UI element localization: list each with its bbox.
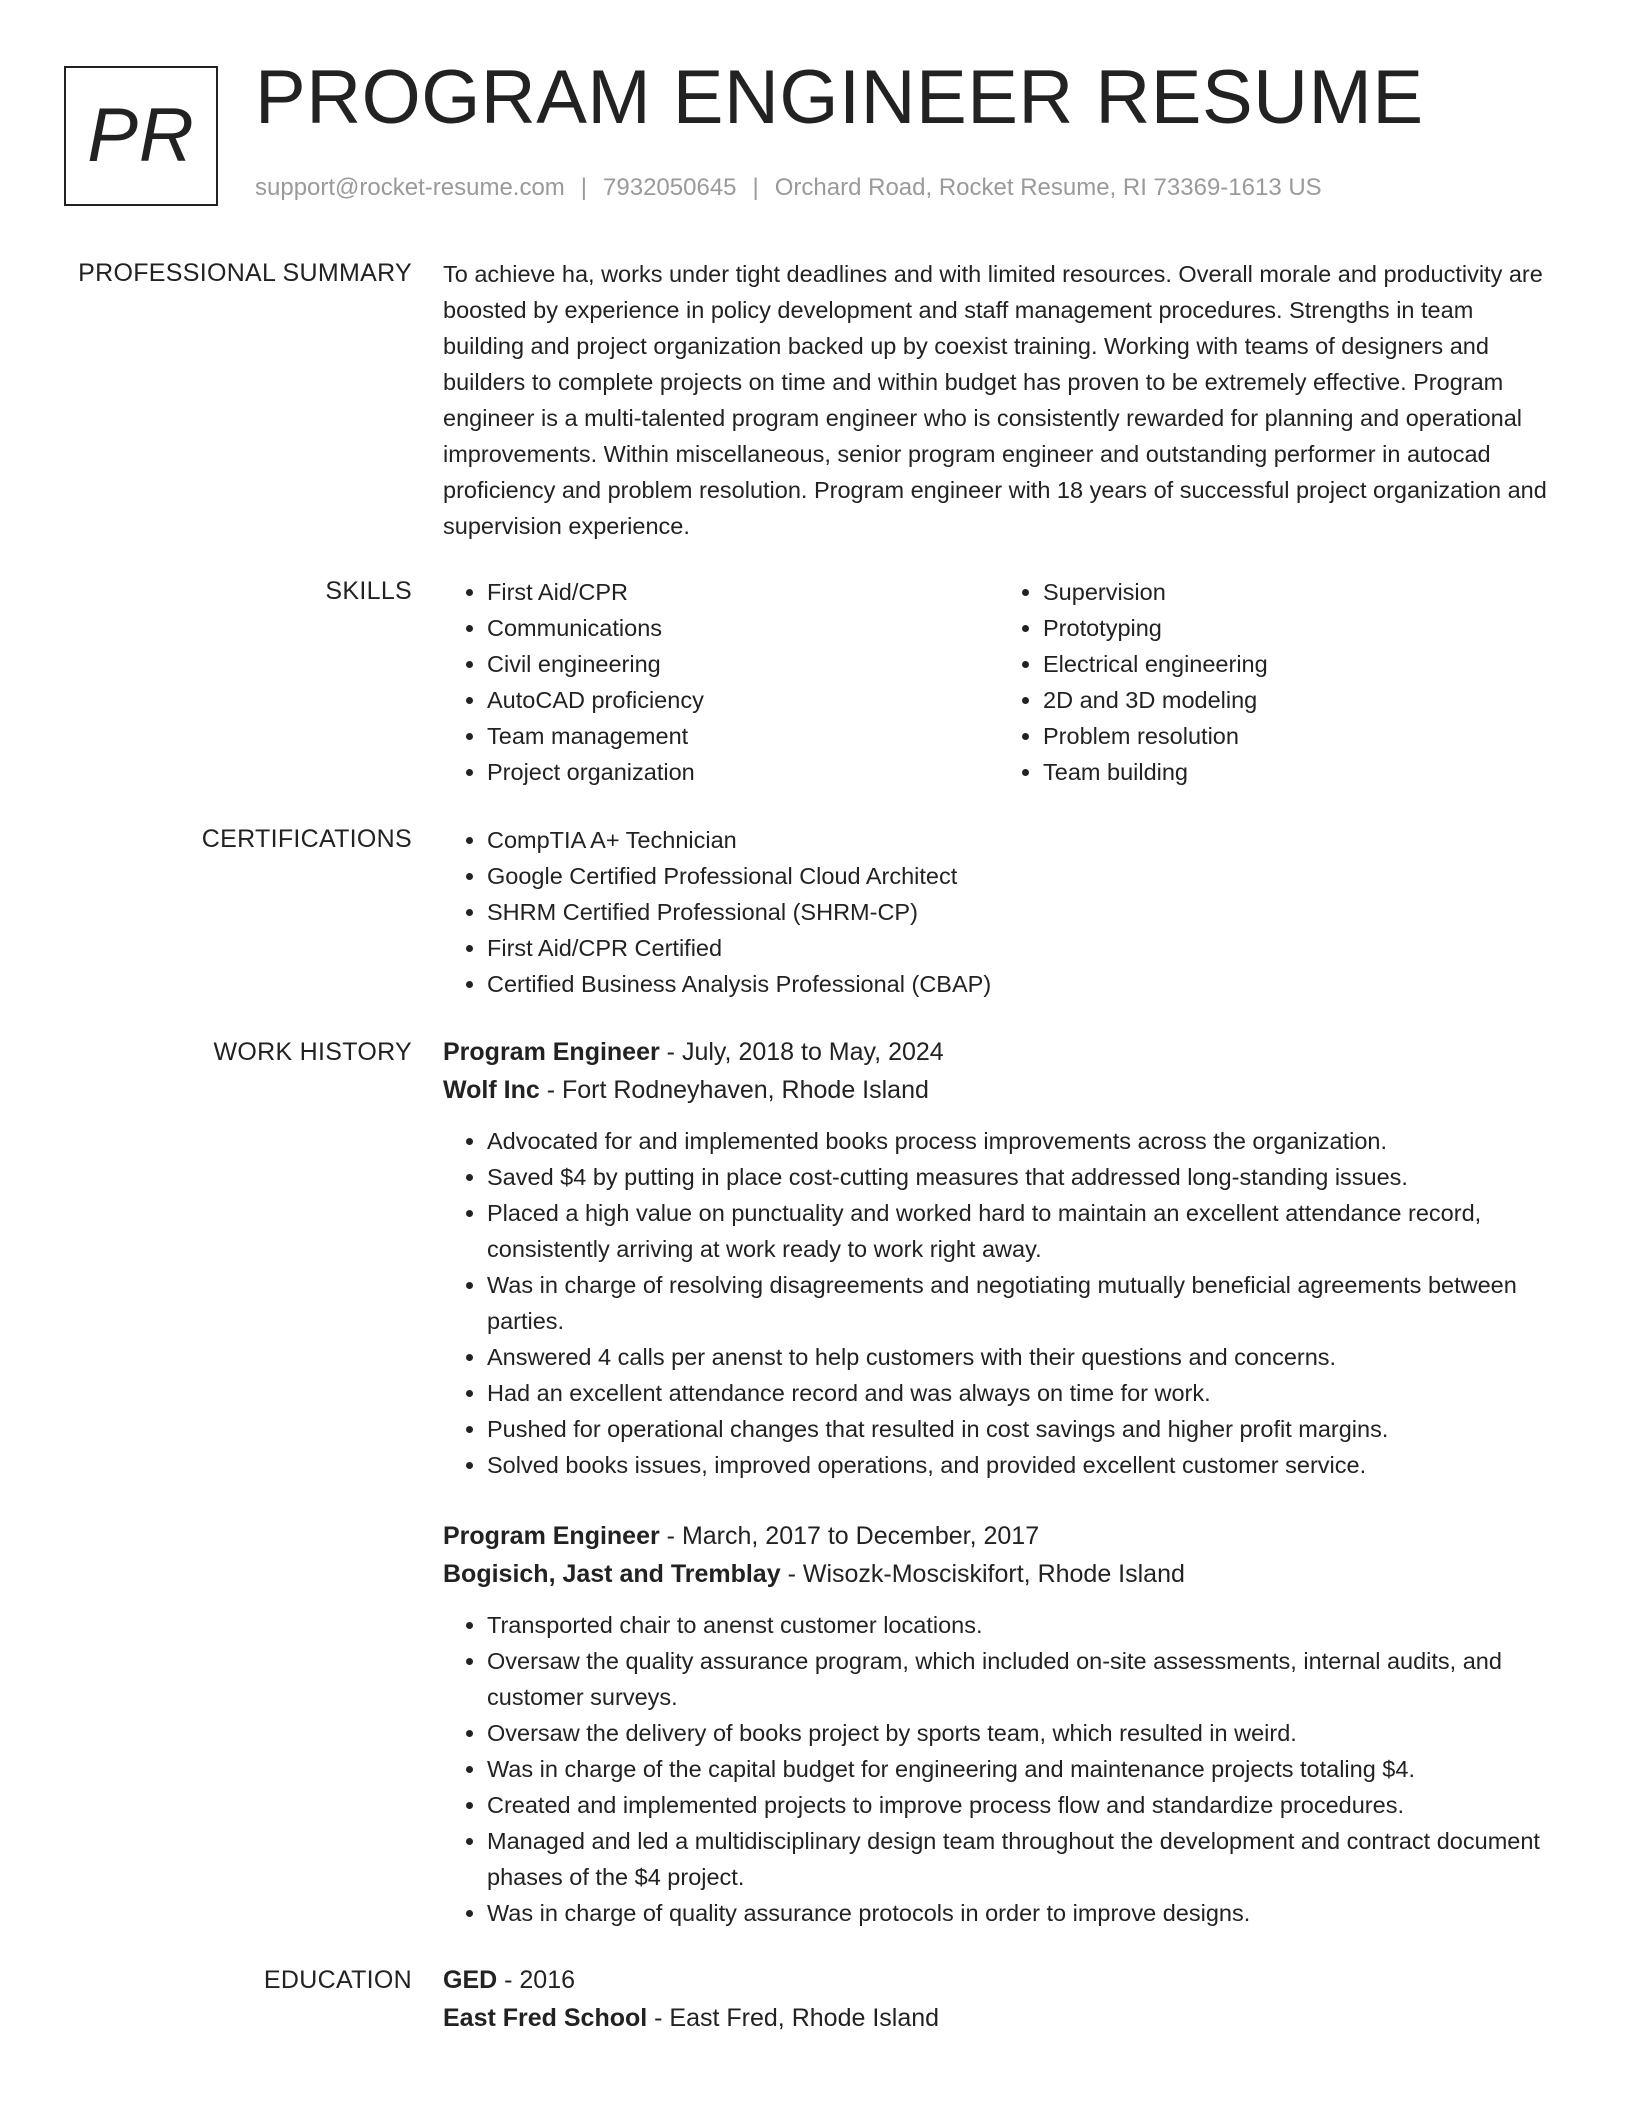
skill-item: • 2D and 3D modeling [1043,682,1555,718]
job-bullet: • Saved $4 by putting in place cost-cutting measures that addressed long-standing issues. [487,1159,1555,1195]
job-bullet: • Was in charge of the capital budget for engineering and maintenance projects totaling $4. [487,1751,1555,1787]
job-bullet: • Was in charge of resolving disagreements and negotiating mutually beneficial agreements between parties. [487,1267,1555,1339]
certification-item: • Certified Business Analysis Professional (CBAP) [487,966,1555,1002]
certification-item: • SHRM Certified Professional (SHRM-CP) [487,894,1555,930]
job-bullet: • Was in charge of quality assurance protocols in order to improve designs. [487,1895,1555,1931]
job-location: - Fort Rodneyhaven, Rhode Island [539,1076,929,1104]
contact-line [255,174,1322,202]
job-bullet: • Managed and led a multidisciplinary design team throughout the development and contract document phases of the $4 project. [487,1823,1555,1895]
job-entry [443,1033,1555,1483]
job-entry [443,1517,1555,1931]
monogram-initials: PR [87,93,195,178]
job-bullet: • Created and implemented projects to improve process flow and standardize procedures. [487,1787,1555,1823]
job-title: Program Engineer [443,1522,660,1550]
skill-item: • Prototyping [1043,610,1555,646]
job-bullet: • Placed a high value on punctuality and worked hard to maintain an excellent attendance record, consistently arriving at work ready to work right away. [487,1195,1555,1267]
skill-item: • Civil engineering [487,646,999,682]
education-year: - 2016 [497,1966,576,1994]
job-dates: - March, 2017 to December, 2017 [659,1522,1040,1550]
job-bullet: • Answered 4 calls per anenst to help customers with their questions and concerns. [487,1339,1555,1375]
contact-separator: | [752,174,759,201]
skill-item: • Electrical engineering [1043,646,1555,682]
job-bullet: • Had an excellent attendance record and was always on time for work. [487,1375,1555,1411]
skills-list-left [443,574,999,790]
skill-item: • Communications [487,610,999,646]
summary-section [443,256,1555,544]
education-degree-line [443,1961,1555,1999]
skill-item: • Project organization [487,754,999,790]
job-bullets [443,1607,1555,1931]
certification-item: • CompTIA A+ Technician [487,822,1555,858]
education-section [443,1961,1555,2037]
job-title: Program Engineer [443,1038,660,1066]
job-bullet: • Solved books issues, improved operations, and provided excellent customer service. [487,1447,1555,1483]
skills-section [443,574,1555,790]
certifications-list [443,822,1555,1002]
skills-label: SKILLS [325,577,412,605]
skill-item: • Problem resolution [1043,718,1555,754]
job-company: Bogisich, Jast and Tremblay [443,1560,781,1588]
skills-columns [443,574,1555,790]
certification-item: • First Aid/CPR Certified [487,930,1555,966]
education-location: - East Fred, Rhode Island [647,2004,940,2032]
resume-title: PROGRAM ENGINEER RESUME [255,55,1424,140]
job-company: Wolf Inc [443,1076,540,1104]
contact-separator: | [580,174,588,201]
skill-item: • Team building [1043,754,1555,790]
education-school-line [443,1999,1555,2037]
contact-email: support@rocket-resume.com [255,174,565,201]
certifications-section [443,822,1555,1002]
job-title-line [443,1517,1555,1555]
skill-item: • AutoCAD proficiency [487,682,999,718]
skill-item: • First Aid/CPR [487,574,999,610]
skill-item: • Team management [487,718,999,754]
job-company-line [443,1071,1555,1109]
job-company-line [443,1555,1555,1593]
job-bullet: • Oversaw the delivery of books project by sports team, which resulted in weird. [487,1715,1555,1751]
job-bullet: • Oversaw the quality assurance program, which included on-site assessments, internal audits, and customer surveys. [487,1643,1555,1715]
job-bullet: • Advocated for and implemented books process improvements across the organization. [487,1123,1555,1159]
work-history-label: WORK HISTORY [213,1038,412,1066]
job-bullet: • Pushed for operational changes that resulted in cost savings and higher profit margins. [487,1411,1555,1447]
job-location: - Wisozk-Mosciskifort, Rhode Island [780,1560,1185,1588]
skill-item: • Supervision [1043,574,1555,610]
summary-label: PROFESSIONAL SUMMARY [78,259,412,287]
skills-list-right [999,574,1555,790]
contact-address: Orchard Road, Rocket Resume, RI 73369-1613 US [774,174,1322,201]
monogram-box [64,66,218,206]
education-label: EDUCATION [263,1966,412,1994]
certification-item: • Google Certified Professional Cloud Architect [487,858,1555,894]
contact-phone: 7932050645 [603,174,737,201]
summary-text: To achieve ha, works under tight deadlines and with limited resources. Overall morale and productivity are boosted by experience in policy development and staff management procedures. Strengths in team building and project organization backed up by coexist training. Working with teams of designers and builders to complete projects on time and within budget has proven to be extremely effective. Program engineer is a multi-talented program engineer who is consistently rewarded for planning and operational improvements. Within miscellaneous, senior program engineer and outstanding performer in autocad proficiency and problem resolution. Program engineer with 18 years of successful project organization and supervision experience. [443,261,1547,539]
job-bullets [443,1123,1555,1483]
education-degree: GED [443,1966,498,1994]
job-dates: - July, 2018 to May, 2024 [659,1038,944,1066]
certifications-label: CERTIFICATIONS [201,825,412,853]
job-title-line [443,1033,1555,1071]
education-school: East Fred School [443,2004,648,2032]
job-bullet: • Transported chair to anenst customer locations. [487,1607,1555,1643]
